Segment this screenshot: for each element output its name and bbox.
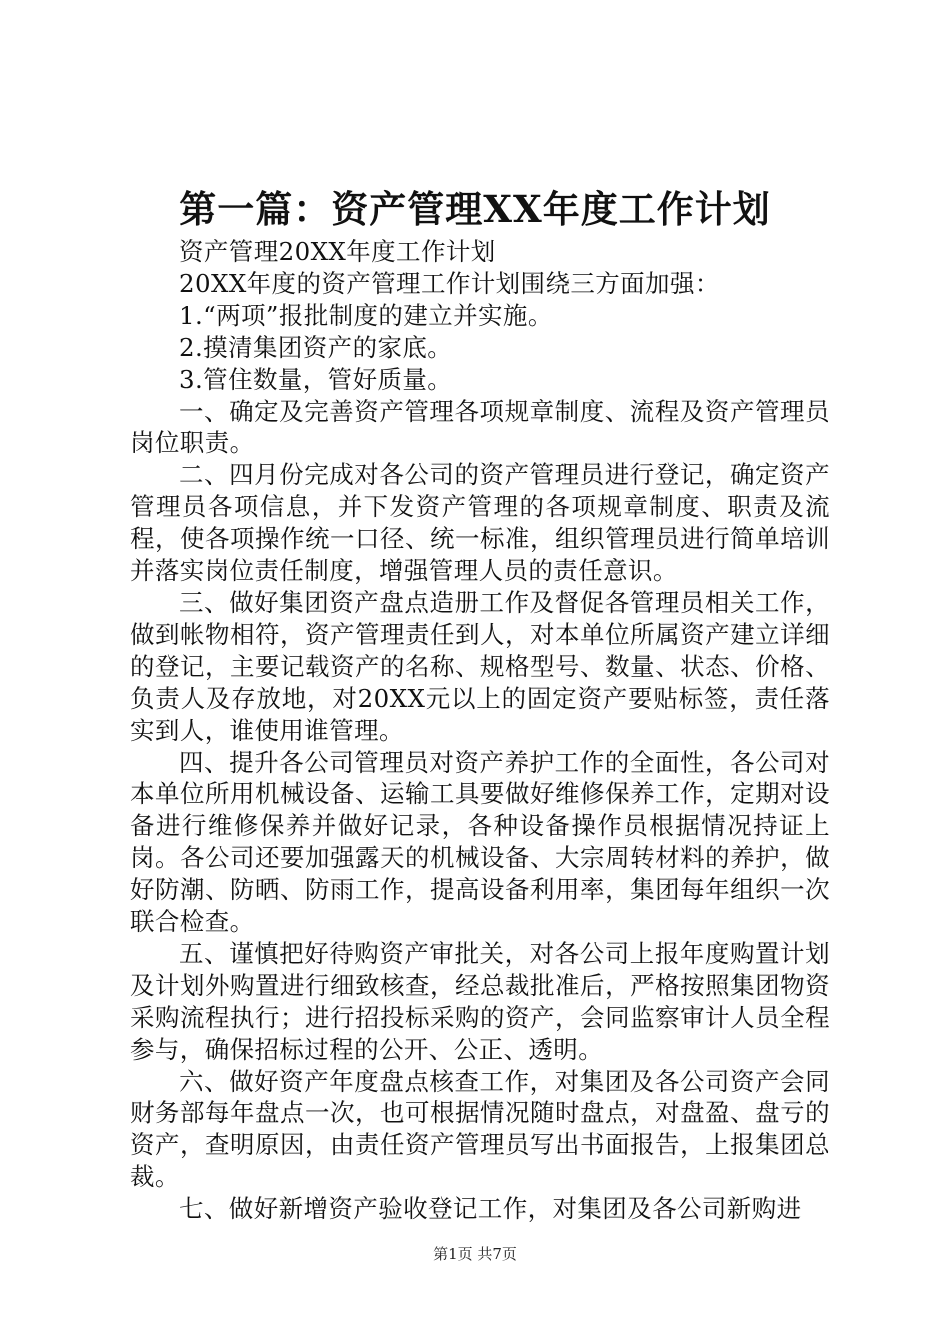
paragraph: 七、做好新增资产验收登记工作，对集团及各公司新购进 [179, 1194, 802, 1224]
page-footer: 第1页 共7页 [433, 1245, 517, 1263]
paragraph: 二、四月份完成对各公司的资产管理员进行登记，确定资产管理员各项信息，并下发资产管理的各项规章制度、职责及流程，使各项操作统一口径、统一标准，组织管理员进行简单培训并落实岗位责任制度，增强管理人员的责任意识。 [130, 460, 830, 586]
paragraph: 五、谨慎把好待购资产审批关，对各公司上报年度购置计划及计划外购置进行细致核查，经总裁批准后，严格按照集团物资采购流程执行；进行招投标采购的资产，会同监察审计人员全程参与，确保招标过程的公开、公正、透明。 [130, 938, 830, 1064]
paragraph: 一、确定及完善资产管理各项规章制度、流程及资产管理员岗位职责。 [130, 396, 830, 458]
paragraph: 1.“两项”报批制度的建立并实施。 [179, 300, 553, 330]
document-body [130, 236, 830, 1225]
paragraph: 3.管住数量，管好质量。 [179, 364, 453, 394]
page-title: 第一篇：资产管理XX年度工作计划 [179, 187, 771, 231]
paragraph: 20XX年度的资产管理工作计划围绕三方面加强： [179, 268, 720, 298]
paragraph: 四、提升各公司管理员对资产养护工作的全面性，各公司对本单位所用机械设备、运输工具要做好维修保养工作，定期对设备进行维修保养并做好记录，各种设备操作员根据情况持证上岗。各公司还要加强露天的机械设备、大宗周转材料的养护，做好防潮、防晒、防雨工作，提高设备利用率，集团每年组织一次联合检查。 [130, 747, 830, 937]
paragraph: 三、做好集团资产盘点造册工作及督促各管理员相关工作，做到帐物相符，资产管理责任到人，对本单位所属资产建立详细的登记，主要记载资产的名称、规格型号、数量、状态、价格、负责人及存放地，对20XX元以上的固定资产要贴标签，责任落实到人，谁使用谁管理。 [130, 587, 830, 745]
paragraph: 资产管理20XX年度工作计划 [179, 237, 496, 266]
paragraph: 六、做好资产年度盘点核查工作，对集团及各公司资产会同财务部每年盘点一次，也可根据情况随时盘点，对盘盈、盘亏的资产，查明原因，由责任资产管理员写出书面报告，上报集团总裁。 [130, 1066, 830, 1192]
paragraph: 2.摸清集团资产的家底。 [179, 332, 453, 362]
